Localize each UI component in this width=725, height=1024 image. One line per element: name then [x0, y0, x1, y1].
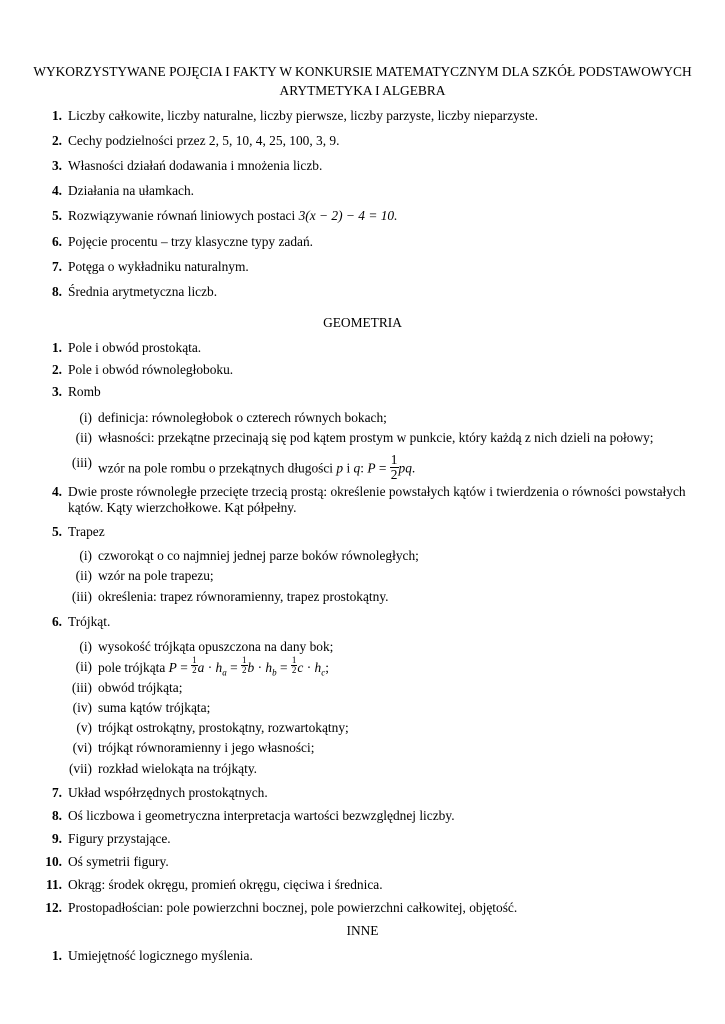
item-number: 8. — [51, 808, 62, 823]
item-number: 2. — [51, 133, 62, 148]
item-text: Średnia arytmetyczna liczb. — [68, 284, 218, 299]
rhombus-area-formula-line — [98, 452, 416, 484]
fraction-one-half — [390, 453, 399, 482]
item-text: Oś liczbowa i geometryczna interpretacja wartości bezwzględnej liczby. — [68, 808, 455, 823]
item-text: Pole i obwód prostokąta. — [68, 340, 202, 355]
conjunction: i — [346, 460, 351, 476]
triangle-area-formula-line — [98, 655, 329, 679]
item-number: 2. — [51, 362, 62, 377]
item-text: Figury przystające. — [68, 831, 171, 846]
numerator: 1 — [291, 655, 297, 665]
numerator: 1 — [192, 655, 197, 665]
equals-sign: = — [378, 460, 387, 476]
item-number: 7. — [51, 785, 62, 800]
dot-operator: · — [257, 660, 263, 676]
var-h: h — [215, 660, 223, 676]
item-number: 9. — [51, 831, 62, 846]
item-number: 5. — [51, 524, 62, 539]
var-a: a — [197, 660, 205, 676]
item-text: Cechy podzielności przez 2, 5, 10, 4, 25, 100, 3, 9. — [68, 133, 340, 148]
item-text: Prostopadłościan: pole powierzchni bocznej, pole powierzchni całkowitej, objętość. — [68, 900, 518, 915]
dot-operator: · — [207, 660, 213, 676]
item-number: 1. — [51, 340, 62, 355]
item-text: Pojęcie procentu – trzy klasyczne typy zadań. — [68, 234, 314, 249]
sub-item-text: własności: przekątne przecinają się pod kątem prostym w punkcie, który każdą z nich dzieli na połowy; — [98, 430, 654, 445]
item-number: 1. — [51, 108, 62, 123]
roman-numeral: (iii) — [71, 589, 92, 604]
denominator: 2 — [390, 467, 398, 483]
item-text: Rozwiązywanie równań liniowych postaci — [68, 208, 296, 223]
item-number: 6. — [51, 614, 62, 629]
roman-numeral: (ii) — [75, 568, 92, 583]
var-pq: pq — [398, 460, 412, 476]
roman-numeral: (iv) — [72, 700, 92, 715]
fraction-one-half — [291, 656, 298, 676]
subscript-c: c — [321, 667, 326, 678]
var-q: q — [353, 460, 361, 476]
roman-numeral: (vii) — [68, 761, 92, 776]
sub-item-text: rozkład wielokąta na trójkąty. — [98, 761, 258, 776]
roman-numeral: (i) — [79, 548, 92, 563]
document-title: WYKORZYSTYWANE POJĘCIA I FAKTY W KONKURSIE MATEMATYCZNYM DLA SZKÓŁ PODSTAWOWYCH — [33, 64, 692, 79]
colon: : — [360, 460, 364, 476]
equals-sign: = — [279, 660, 288, 676]
item-number: 6. — [51, 234, 62, 249]
denominator: 2 — [242, 665, 247, 676]
sub-item-text: wzór na pole rombu o przekątnych długości — [98, 460, 334, 476]
sub-item-text: obwód trójkąta; — [98, 680, 183, 695]
item-number: 7. — [51, 259, 62, 274]
item-number: 1. — [51, 948, 62, 963]
semicolon: ; — [325, 660, 329, 676]
item-text: Romb — [68, 384, 101, 399]
item-text: Liczby całkowite, liczby naturalne, liczby pierwsze, liczby parzyste, liczby nieparzyste. — [68, 108, 538, 123]
section-heading-other: INNE — [346, 923, 379, 938]
roman-numeral: (v) — [76, 720, 92, 735]
roman-numeral: (iii) — [71, 680, 92, 695]
item-text: Własności działań dodawania i mnożenia liczb. — [68, 158, 323, 173]
var-P: P — [168, 660, 177, 676]
equals-sign: = — [230, 660, 238, 676]
sub-item-text: wzór na pole trapezu; — [98, 568, 214, 583]
item-number: 10. — [45, 854, 62, 869]
item-number: 12. — [45, 900, 62, 915]
item-text: Trójkąt. — [68, 614, 111, 629]
subscript-a: a — [222, 667, 227, 678]
var-p: p — [336, 460, 344, 476]
item-text: Układ współrzędnych prostokątnych. — [68, 785, 268, 800]
item-text: Trapez — [68, 524, 105, 539]
sub-item-text: określenia: trapez równoramienny, trapez prostokątny. — [98, 589, 389, 604]
item-number: 11. — [46, 877, 62, 892]
item-text-line2: kątów. Kąty wierzchołkowe. Kąt półpełny. — [68, 500, 297, 515]
denominator: 2 — [291, 665, 297, 676]
dot-operator: · — [306, 660, 312, 676]
var-b: b — [247, 660, 255, 676]
item-number: 3. — [51, 158, 62, 173]
denominator: 2 — [192, 665, 197, 676]
item-text: Oś symetrii figury. — [68, 854, 169, 869]
section-heading-geometry: GEOMETRIA — [323, 315, 402, 330]
equals-sign: = — [180, 660, 188, 676]
item-number: 5. — [51, 208, 62, 223]
item-number: 4. — [51, 484, 62, 499]
fraction-one-half — [241, 656, 248, 676]
var-P: P — [367, 460, 376, 476]
subscript-b: b — [272, 667, 277, 678]
period: . — [411, 460, 416, 476]
section-heading-algebra: ARYTMETYKA I ALGEBRA — [279, 83, 446, 98]
item-number: 4. — [51, 183, 62, 198]
item-text: Okrąg: środek okręgu, promień okręgu, cięciwa i średnica. — [68, 877, 383, 892]
item-text-with-formula — [68, 208, 397, 225]
item-number: 8. — [51, 284, 62, 299]
var-h: h — [265, 660, 273, 676]
item-text: Pole i obwód równoległoboku. — [68, 362, 234, 377]
item-text-line1: Dwie proste równoległe przecięte trzecią prostą: określenie powstałych kątów i twierdzenia o równości powstałych — [68, 484, 686, 499]
roman-numeral: (iii) — [71, 455, 92, 470]
roman-numeral: (i) — [79, 639, 92, 654]
item-text: Potęga o wykładniku naturalnym. — [68, 259, 249, 274]
item-text: Umiejętność logicznego myślenia. — [68, 948, 253, 963]
sub-item-text: trójkąt ostrokątny, prostokątny, rozwartokątny; — [98, 720, 349, 735]
fraction-one-half — [191, 656, 198, 676]
sub-item-text: wysokość trójkąta opuszczona na dany bok; — [98, 639, 334, 654]
roman-numeral: (ii) — [75, 430, 92, 445]
var-c: c — [297, 660, 304, 676]
numerator: 1 — [390, 452, 398, 467]
equation-formula: 3(x − 2) − 4 = 10. — [298, 208, 398, 223]
roman-numeral: (i) — [79, 410, 92, 425]
sub-item-text: suma kątów trójkąta; — [98, 700, 211, 715]
roman-numeral: (vi) — [72, 740, 92, 755]
sub-item-text: definicja: równoległobok o czterech równych bokach; — [98, 410, 387, 425]
item-text: Działania na ułamkach. — [68, 183, 195, 198]
sub-item-text: pole trójkąta — [98, 660, 166, 676]
roman-numeral: (ii) — [75, 659, 92, 674]
numerator: 1 — [242, 655, 247, 665]
var-h: h — [314, 660, 322, 676]
sub-item-text: czworokąt o co najmniej jednej parze boków równoległych; — [98, 548, 419, 563]
sub-item-text: trójkąt równoramienny i jego własności; — [98, 740, 315, 755]
item-number: 3. — [51, 384, 62, 399]
